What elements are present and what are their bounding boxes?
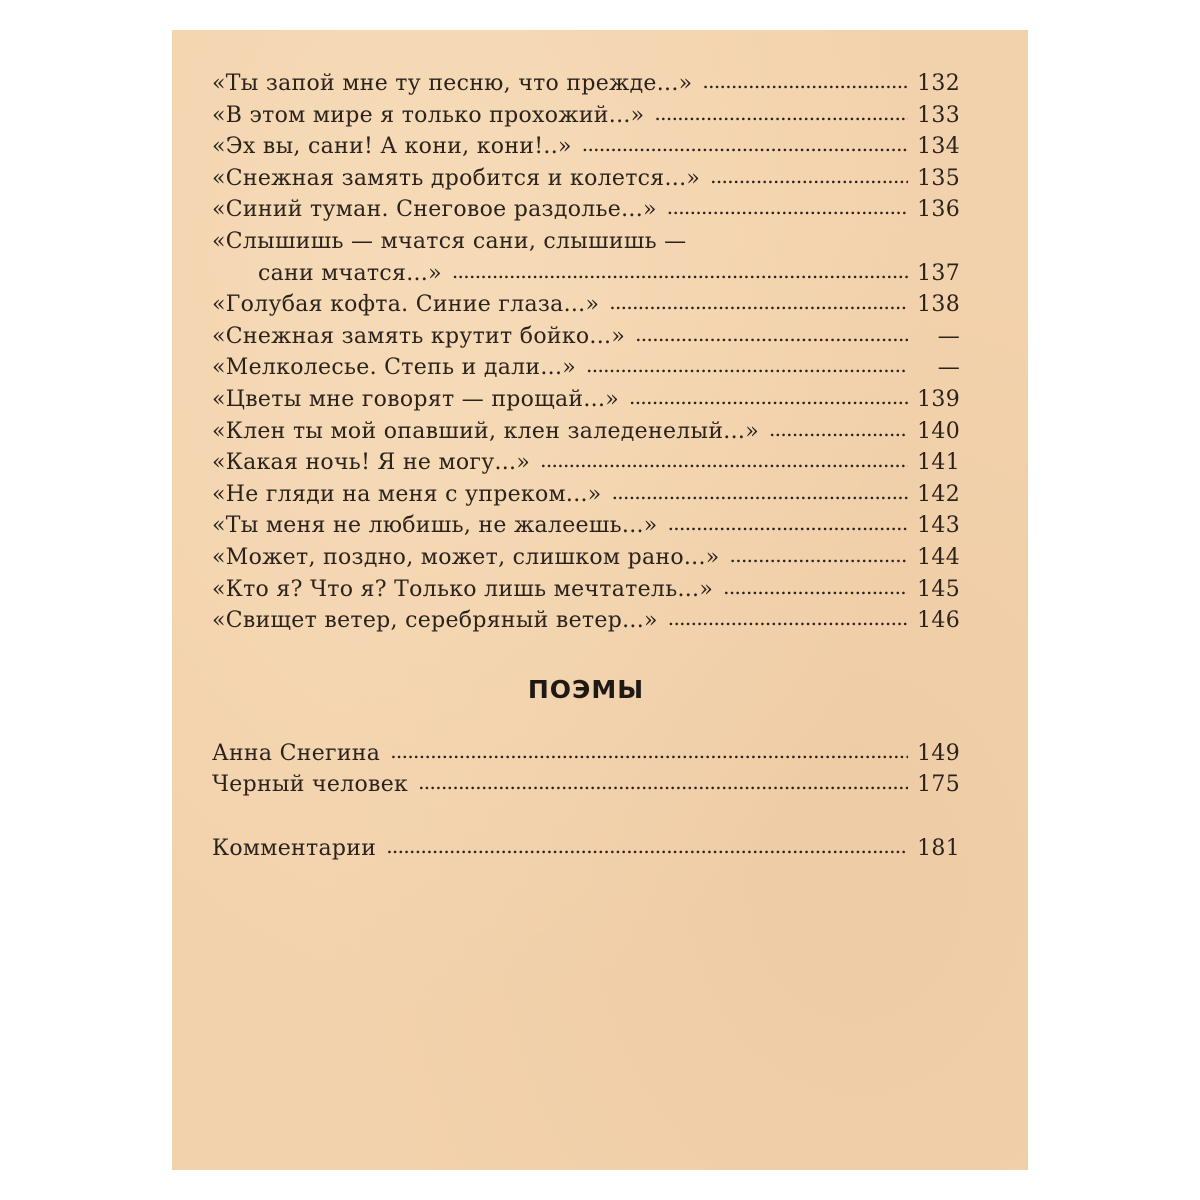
toc-entry [212, 833, 960, 865]
entry-title: «Не гляди на меня с упреком...» [212, 481, 602, 507]
dot-leader [723, 572, 908, 604]
toc-entry [212, 542, 960, 574]
entry-title: «Снежная замять крутит бойко...» [212, 323, 626, 349]
dot-leader [710, 161, 908, 193]
entry-page-number: 137 [917, 260, 960, 286]
dot-leader [609, 287, 908, 319]
entry-page-number: 133 [917, 102, 960, 128]
dot-leader [668, 508, 908, 540]
entry-page-number: — [937, 323, 960, 349]
toc-entry-first-line [212, 226, 960, 258]
toc-entry-continuation [212, 258, 960, 290]
toc-entry [212, 68, 960, 100]
toc-entry [212, 321, 960, 353]
toc-entry [212, 574, 960, 606]
entry-title: «Мелколесье. Степь и дали...» [212, 355, 577, 381]
entry-page-number: 149 [917, 740, 960, 766]
toc-entry [212, 479, 960, 511]
entry-page-number: 175 [917, 772, 960, 798]
entry-title: Комментарии [212, 835, 377, 861]
entry-title: «Снежная замять дробится и колется...» [212, 165, 701, 191]
dot-leader [629, 382, 908, 414]
dot-leader [418, 767, 908, 799]
entry-page-number: 134 [917, 134, 960, 160]
entry-page-number: 142 [917, 481, 960, 507]
book-page [172, 30, 1028, 1170]
entry-page-number: 141 [917, 450, 960, 476]
dot-leader [390, 736, 908, 768]
entry-page-number: 144 [917, 544, 960, 570]
dot-leader [635, 319, 908, 351]
section-heading: ПОЭМЫ [527, 674, 645, 704]
entry-page-number: 146 [917, 608, 960, 634]
entry-page-number: — [937, 355, 960, 381]
entry-title: «Голубая кофта. Синие глаза...» [212, 292, 600, 318]
entry-page-number: 138 [917, 292, 960, 318]
table-of-contents [212, 68, 960, 864]
entry-title: «Ты запой мне ту песню, что прежде...» [212, 71, 693, 96]
toc-entry [212, 131, 960, 163]
entry-title: «Какая ночь! Я не могу...» [212, 450, 531, 476]
dot-leader [386, 831, 908, 863]
toc-entry [212, 384, 960, 416]
dot-leader [582, 129, 908, 161]
dot-leader [452, 256, 908, 288]
entry-title: Анна Снегина [212, 740, 381, 766]
entry-title: «Синий туман. Снеговое раздолье...» [212, 197, 657, 223]
entry-title: Черный человек [212, 772, 409, 798]
spacer [212, 801, 960, 833]
entry-title: «Ты меня не любишь, не жалеешь...» [212, 513, 658, 539]
dot-leader [668, 603, 908, 635]
entry-page-number: 140 [917, 418, 960, 444]
entry-title: «Клен ты мой опавший, клен заледенелый...» [212, 418, 759, 444]
entry-page-number: 136 [917, 197, 960, 223]
entry-page-number: 132 [917, 71, 960, 96]
toc-entry [212, 738, 960, 770]
toc-entry [212, 769, 960, 801]
toc-entry [212, 605, 960, 637]
entry-title: «Эх вы, сани! А кони, кони!..» [212, 134, 572, 160]
dot-leader [612, 477, 908, 509]
entry-page-number: 143 [917, 513, 960, 539]
dot-leader [769, 414, 908, 446]
entry-title: «Цветы мне говорят — прощай...» [212, 386, 619, 412]
toc-entry [212, 416, 960, 448]
entry-title: «Кто я? Что я? Только лишь мечтатель...» [212, 576, 714, 602]
entry-page-number: 135 [917, 165, 960, 191]
dot-leader [654, 98, 908, 130]
toc-entry [212, 100, 960, 132]
entry-title: «Может, поздно, может, слишком рано...» [212, 544, 720, 570]
dot-leader [667, 192, 908, 224]
toc-entry [212, 447, 960, 479]
toc-entry [212, 194, 960, 226]
dot-leader [586, 350, 908, 382]
entry-page-number: 181 [917, 835, 960, 861]
entry-page-number: 145 [917, 576, 960, 602]
toc-entry [212, 510, 960, 542]
toc-entry [212, 289, 960, 321]
entry-title: «В этом мире я только прохожий...» [212, 102, 645, 128]
entry-title: «Слышишь — мчатся сани, слышишь — [212, 228, 687, 254]
toc-entry [212, 352, 960, 384]
dot-leader [730, 540, 908, 572]
entry-title-continued: сани мчатся...» [258, 260, 442, 286]
entry-title: «Свищет ветер, серебряный ветер...» [212, 608, 658, 634]
toc-entry [212, 163, 960, 195]
dot-leader [702, 66, 908, 98]
entry-page-number: 139 [917, 386, 960, 412]
dot-leader [540, 445, 908, 477]
